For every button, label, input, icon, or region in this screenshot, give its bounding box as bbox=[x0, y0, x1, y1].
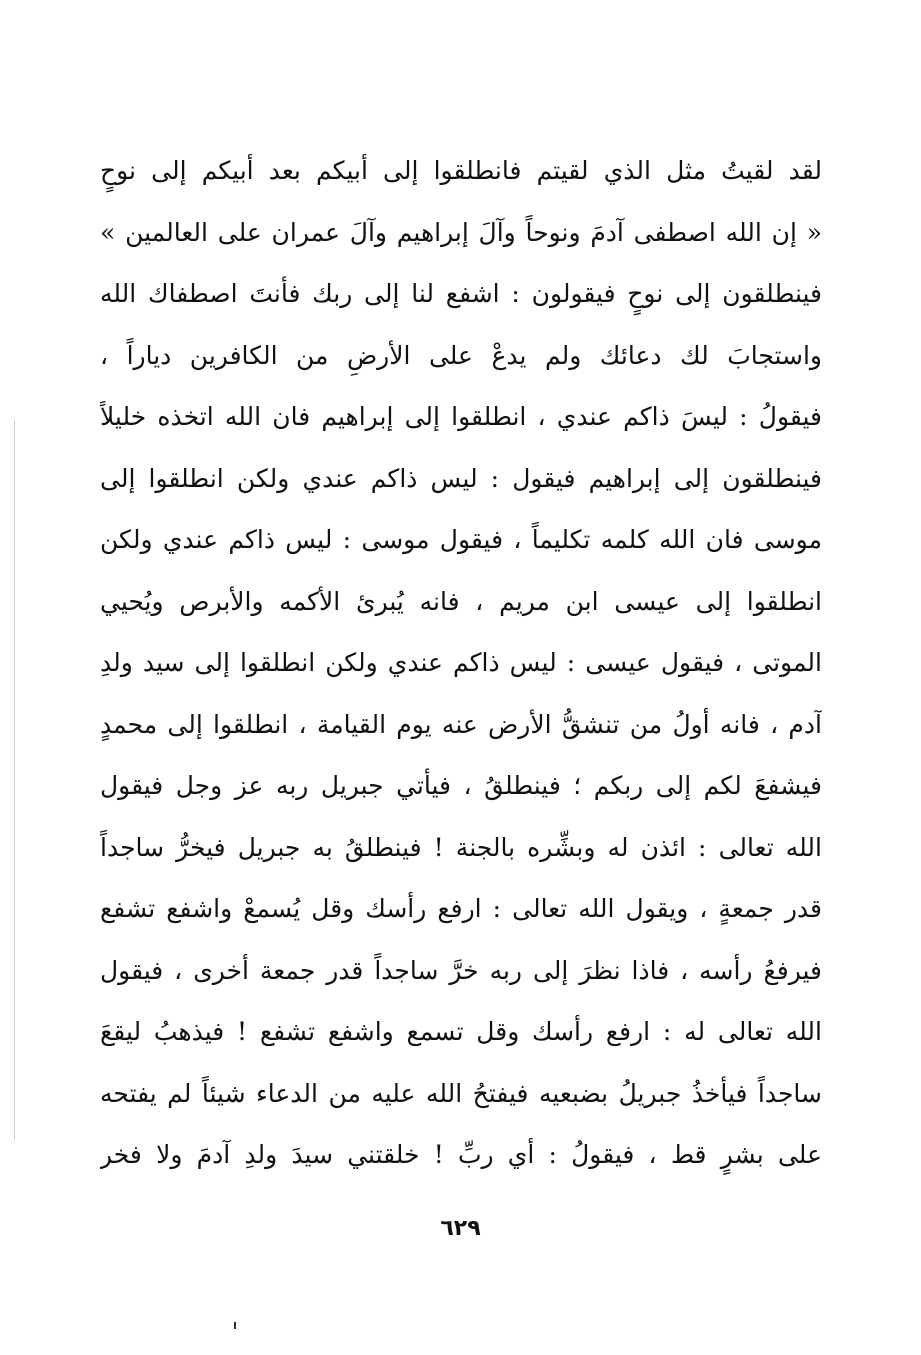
text-line-12: الله تعالى : ائذن له وبشِّره بالجنة ! فينطلقُ به جبريل فيخرُّ ساجداً bbox=[100, 832, 822, 862]
text-line-7: موسى فان الله كلمه تكليماً ، فيقول موسى : ليس ذاكم عندي ولكن bbox=[100, 525, 822, 554]
text-line-8: انطلقوا إلى عيسى ابن مريم ، فانه يُبرئ الأكمه والأبرص ويُحيي bbox=[100, 586, 822, 616]
text-line-17: على بشرٍ قط ، فيقولُ : أي ربِّ ! خلقتني سيدَ ولدِ آدمَ ولا فخر bbox=[100, 1140, 822, 1169]
text-line-6: فينطلقون إلى إبراهيم فيقول : ليس ذاكم عندي ولكن انطلقوا إلى bbox=[100, 463, 822, 493]
text-line-14: فيرفعُ رأسه ، فاذا نظرَ إلى ربه خرَّ ساجداً قدر جمعة أخرى ، فيقول bbox=[100, 955, 822, 985]
page-number: ٦٢٩ bbox=[440, 1216, 481, 1241]
text-line-13: قدر جمعةٍ ، ويقول الله تعالى : ارفع رأسك وقل يُسمعْ واشفع تشفع bbox=[100, 894, 822, 923]
text-line-15: الله تعالى له : ارفع رأسك وقل تسمع واشفع تشفع ! فيذهبُ ليقعَ bbox=[100, 1017, 822, 1046]
text-line-9: الموتى ، فيقول عيسى : ليس ذاكم عندي ولكن انطلقوا إلى سيد ولدِ bbox=[100, 648, 822, 677]
text-line-2: « إن الله اصطفى آدمَ ونوحاً وآلَ إبراهيم وآلَ عمران على العالمين » bbox=[100, 217, 822, 247]
text-line-1: لقد لقيتُ مثل الذي لقيتم فانطلقوا إلى أبيكم بعد أبيكم إلى نوحٍ bbox=[100, 156, 822, 185]
text-line-3: فينطلقون إلى نوحٍ فيقولون : اشفع لنا إلى ربك فأنتَ اصطفاك الله bbox=[100, 279, 822, 308]
margin-line bbox=[14, 420, 15, 1140]
body-text bbox=[100, 140, 822, 1186]
text-line-16: ساجداً فيأخذُ جبريلُ بضبعيه فيفتحُ الله عليه من الدعاء شيئاً لم يفتحه bbox=[100, 1078, 822, 1108]
print-mark bbox=[234, 1322, 236, 1329]
text-line-11: فيشفعَ لكم إلى ربكم ؛ فينطلقُ ، فيأتي جبريل ربه عز وجل فيقول bbox=[100, 771, 822, 800]
text-line-10: آدم ، فانه أولُ من تنشقُّ الأرض عنه يوم القيامة ، انطلقوا إلى محمدٍ bbox=[100, 709, 822, 739]
text-line-5: فيقولُ : ليسَ ذاكم عندي ، انطلقوا إلى إبراهيم فان الله اتخذه خليلاً bbox=[100, 402, 822, 431]
text-line-4: واستجابَ لك دعائك ولم يدعْ على الأرضِ من الكافرين دياراً ، bbox=[100, 340, 822, 370]
